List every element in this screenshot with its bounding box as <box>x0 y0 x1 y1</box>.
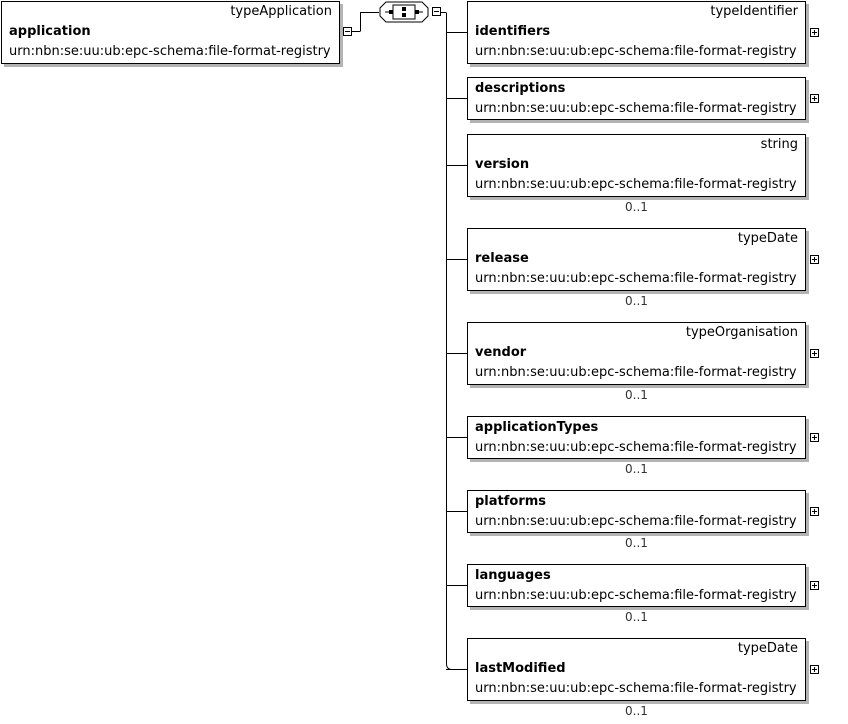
element-5[interactable] <box>467 416 806 459</box>
root-element-application[interactable] <box>1 1 340 64</box>
element-name: platforms <box>475 494 547 509</box>
element-name: version <box>475 157 530 172</box>
element-3[interactable] <box>467 228 806 291</box>
element-namespace: urn:nbn:se:uu:ub:epc-schema:file-format-registry <box>475 101 797 116</box>
element-name: descriptions <box>475 81 566 96</box>
element-0[interactable] <box>467 1 806 64</box>
element-namespace: urn:nbn:se:uu:ub:epc-schema:file-format-registry <box>475 588 797 603</box>
cardinality-label: 0..1 <box>625 388 648 402</box>
element-6[interactable] <box>467 490 806 533</box>
root-collapse-icon[interactable] <box>343 27 352 36</box>
expand-icon[interactable] <box>810 349 819 358</box>
element-type: string <box>760 137 798 152</box>
root-element-name: application <box>9 24 91 39</box>
element-name: applicationTypes <box>475 420 599 435</box>
element-name: lastModified <box>475 661 566 676</box>
element-namespace: urn:nbn:se:uu:ub:epc-schema:file-format-registry <box>475 177 797 192</box>
root-element-namespace: urn:nbn:se:uu:ub:epc-schema:file-format-registry <box>9 44 331 59</box>
sequence-icon[interactable] <box>379 1 429 23</box>
expand-icon[interactable] <box>810 28 819 37</box>
sequence-collapse-icon[interactable] <box>432 7 441 16</box>
cardinality-label: 0..1 <box>625 294 648 308</box>
expand-icon[interactable] <box>810 433 819 442</box>
cardinality-label: 0..1 <box>625 462 648 476</box>
root-element-type: typeApplication <box>230 4 332 19</box>
cardinality-label: 0..1 <box>625 610 648 624</box>
element-namespace: urn:nbn:se:uu:ub:epc-schema:file-format-registry <box>475 514 797 529</box>
element-namespace: urn:nbn:se:uu:ub:epc-schema:file-format-registry <box>475 681 797 696</box>
expand-icon[interactable] <box>810 507 819 516</box>
element-namespace: urn:nbn:se:uu:ub:epc-schema:file-format-registry <box>475 271 797 286</box>
element-4[interactable] <box>467 322 806 385</box>
expand-icon[interactable] <box>810 255 819 264</box>
element-name: release <box>475 251 529 266</box>
element-type: typeDate <box>737 231 798 246</box>
element-7[interactable] <box>467 564 806 607</box>
element-namespace: urn:nbn:se:uu:ub:epc-schema:file-format-registry <box>475 440 797 455</box>
element-name: identifiers <box>475 24 551 39</box>
element-type: typeDate <box>737 641 798 656</box>
element-type: typeIdentifier <box>710 4 798 19</box>
expand-icon[interactable] <box>810 94 819 103</box>
expand-icon[interactable] <box>810 665 819 674</box>
element-8[interactable] <box>467 638 806 701</box>
element-name: vendor <box>475 345 527 360</box>
element-namespace: urn:nbn:se:uu:ub:epc-schema:file-format-registry <box>475 365 797 380</box>
expand-icon[interactable] <box>810 581 819 590</box>
element-name: languages <box>475 568 551 583</box>
element-namespace: urn:nbn:se:uu:ub:epc-schema:file-format-registry <box>475 44 797 59</box>
element-2[interactable] <box>467 134 806 197</box>
element-type: typeOrganisation <box>685 325 798 340</box>
cardinality-label: 0..1 <box>625 200 648 214</box>
cardinality-label: 0..1 <box>625 536 648 550</box>
element-1[interactable] <box>467 77 806 120</box>
cardinality-label: 0..1 <box>625 704 648 718</box>
